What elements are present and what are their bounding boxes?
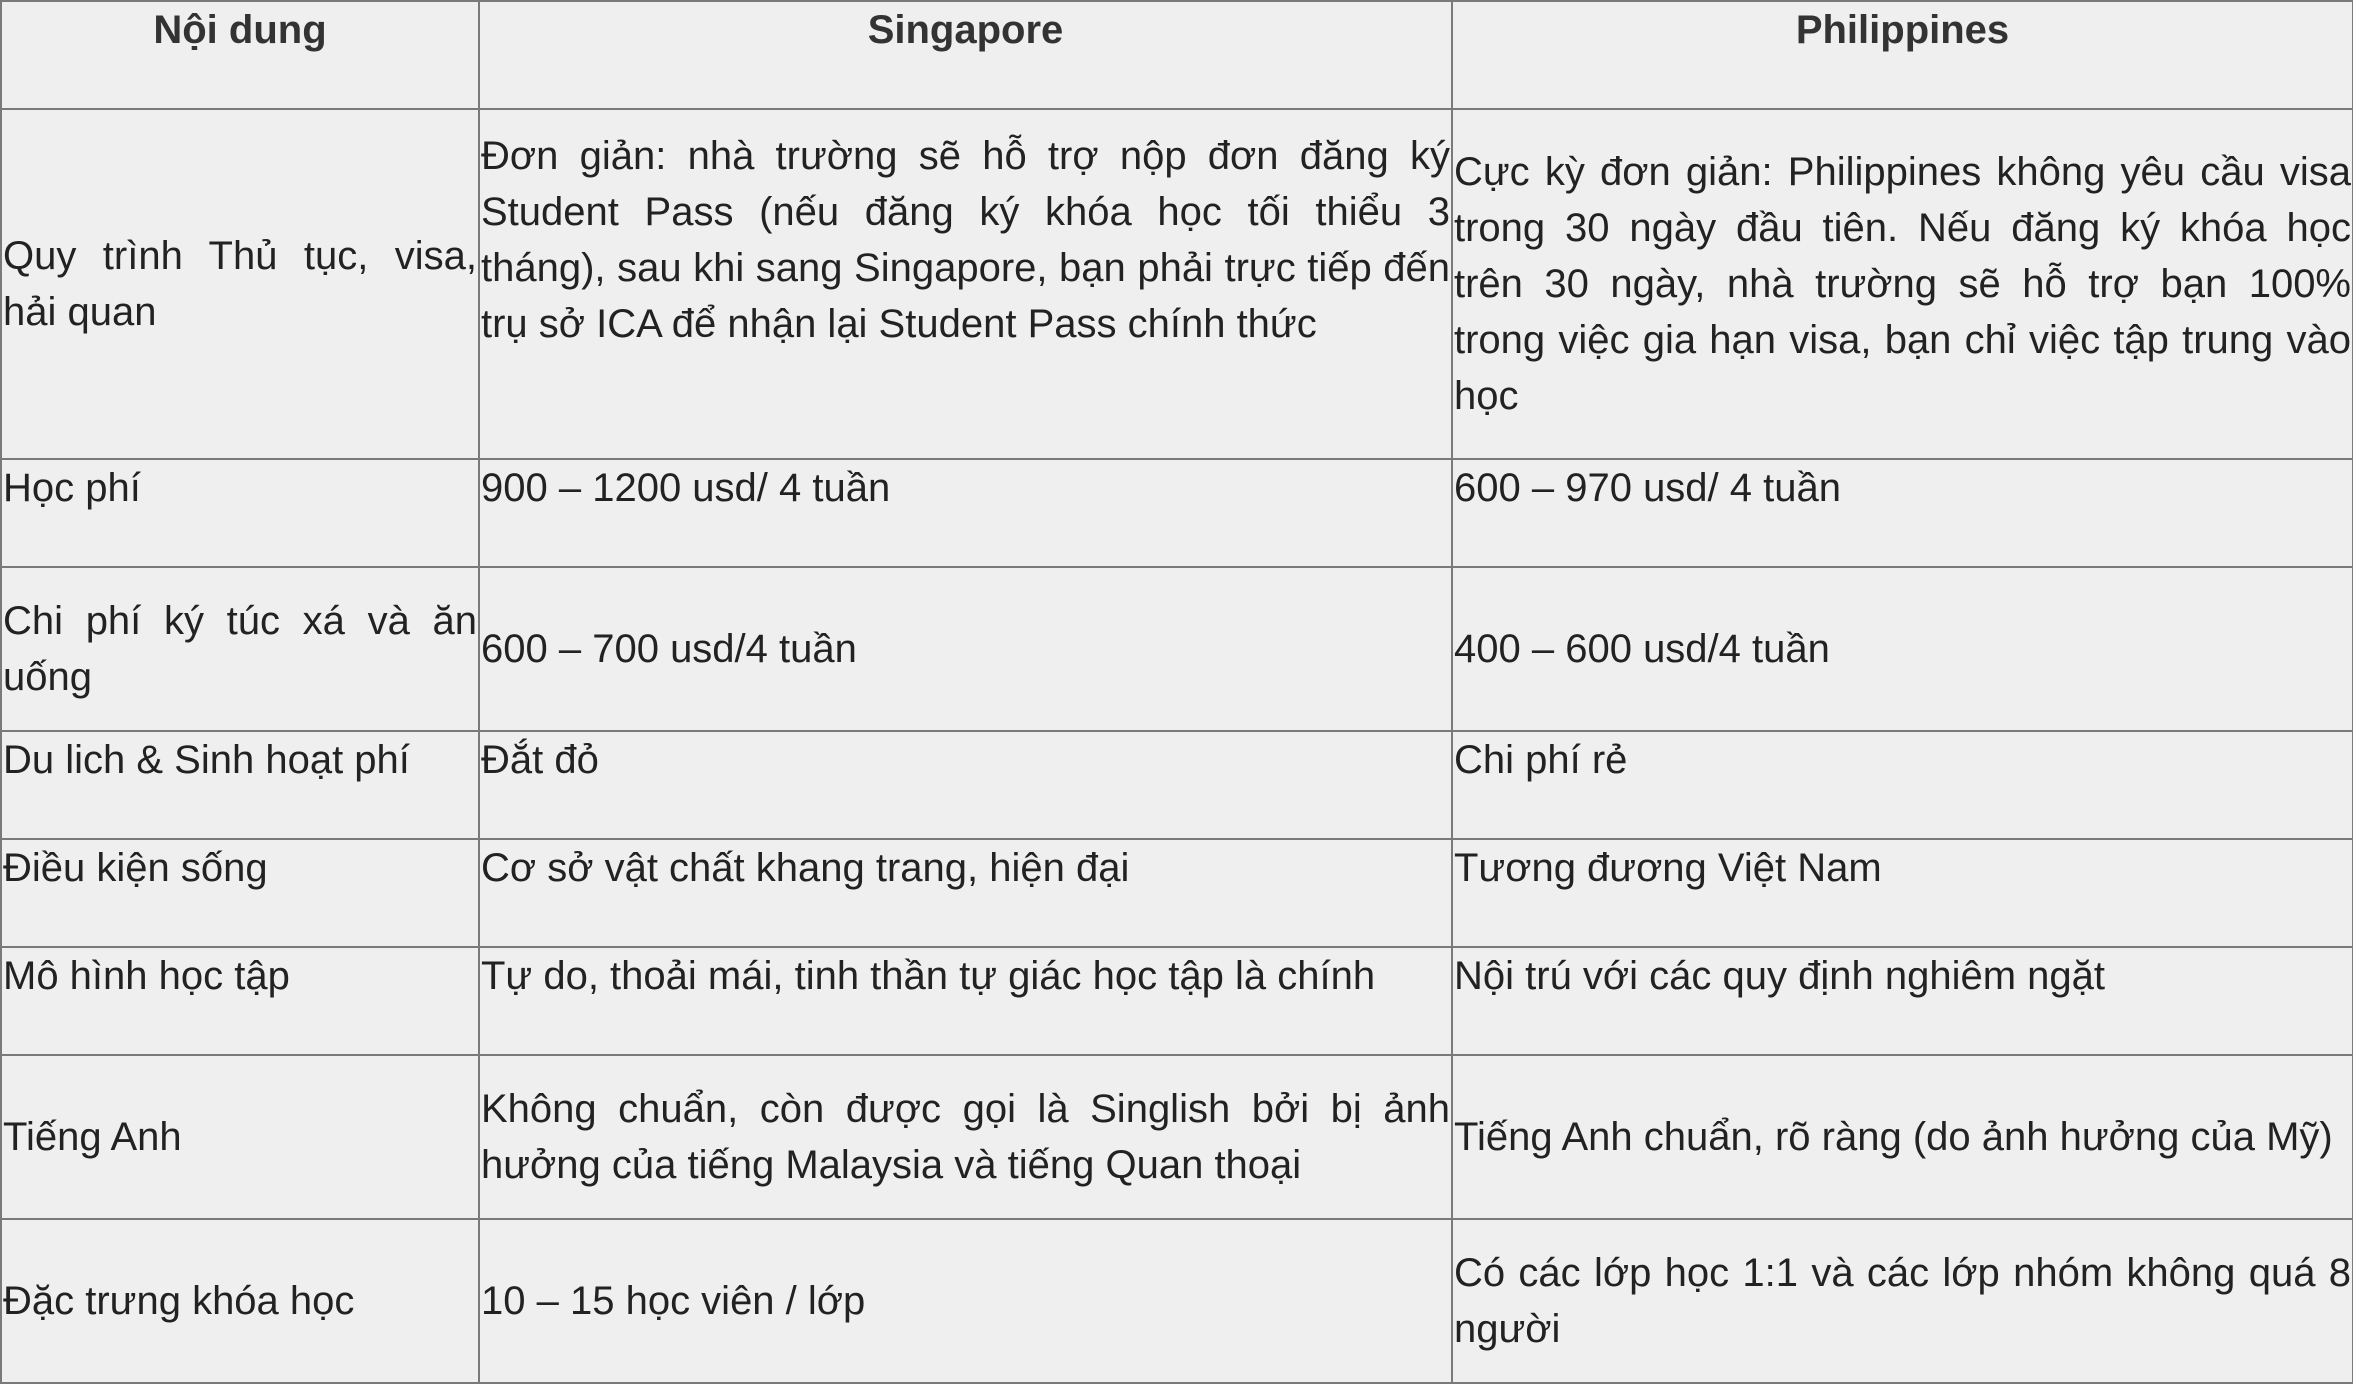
philippines-cell: Nội trú với các quy định nghiêm ngặt — [1452, 947, 2353, 1055]
philippines-cell: Có các lớp học 1:1 và các lớp nhóm không quá 8 người — [1452, 1219, 2353, 1383]
criterion-cell: Du lich & Sinh hoạt phí — [1, 731, 479, 839]
table-header-row — [1, 1, 2353, 109]
philippines-cell: Tiếng Anh chuẩn, rõ ràng (do ảnh hưởng của Mỹ) — [1452, 1055, 2353, 1219]
table-row — [1, 109, 2353, 459]
singapore-cell: 600 – 700 usd/4 tuần — [479, 567, 1452, 731]
criterion-cell: Đặc trưng khóa học — [1, 1219, 479, 1383]
header-singapore: Singapore — [479, 1, 1452, 109]
table-row — [1, 459, 2353, 567]
singapore-cell: 900 – 1200 usd/ 4 tuần — [479, 459, 1452, 567]
singapore-cell: Đơn giản: nhà trường sẽ hỗ trợ nộp đơn đăng ký Student Pass (nếu đăng ký khóa học tối thiểu 3 tháng), sau khi sang Singapore, bạn phải trực tiếp đến trụ sở ICA để nhận lại Student Pass chính thức — [479, 109, 1452, 459]
table-row — [1, 1219, 2353, 1383]
header-philippines: Philippines — [1452, 1, 2353, 109]
criterion-cell: Tiếng Anh — [1, 1055, 479, 1219]
criterion-cell: Quy trình Thủ tục, visa, hải quan — [1, 109, 479, 459]
singapore-cell: Đắt đỏ — [479, 731, 1452, 839]
singapore-cell: Không chuẩn, còn được gọi là Singlish bởi bị ảnh hưởng của tiếng Malaysia và tiếng Quan thoại — [479, 1055, 1452, 1219]
table-row — [1, 731, 2353, 839]
philippines-cell: 600 – 970 usd/ 4 tuần — [1452, 459, 2353, 567]
philippines-cell: 400 – 600 usd/4 tuần — [1452, 567, 2353, 731]
table-row — [1, 567, 2353, 731]
criterion-cell: Chi phí ký túc xá và ăn uống — [1, 567, 479, 731]
singapore-cell: 10 – 15 học viên / lớp — [479, 1219, 1452, 1383]
table-row — [1, 839, 2353, 947]
criterion-cell: Học phí — [1, 459, 479, 567]
criterion-cell: Điều kiện sống — [1, 839, 479, 947]
philippines-cell: Cực kỳ đơn giản: Philippines không yêu cầu visa trong 30 ngày đầu tiên. Nếu đăng ký khóa học trên 30 ngày, nhà trường sẽ hỗ trợ bạn 100% trong việc gia hạn visa, bạn chỉ việc tập trung vào học — [1452, 109, 2353, 459]
header-criterion: Nội dung — [1, 1, 479, 109]
singapore-cell: Tự do, thoải mái, tinh thần tự giác học tập là chính — [479, 947, 1452, 1055]
philippines-cell: Tương đương Việt Nam — [1452, 839, 2353, 947]
singapore-cell: Cơ sở vật chất khang trang, hiện đại — [479, 839, 1452, 947]
table-row — [1, 947, 2353, 1055]
criterion-cell: Mô hình học tập — [1, 947, 479, 1055]
philippines-cell: Chi phí rẻ — [1452, 731, 2353, 839]
table-row — [1, 1055, 2353, 1219]
